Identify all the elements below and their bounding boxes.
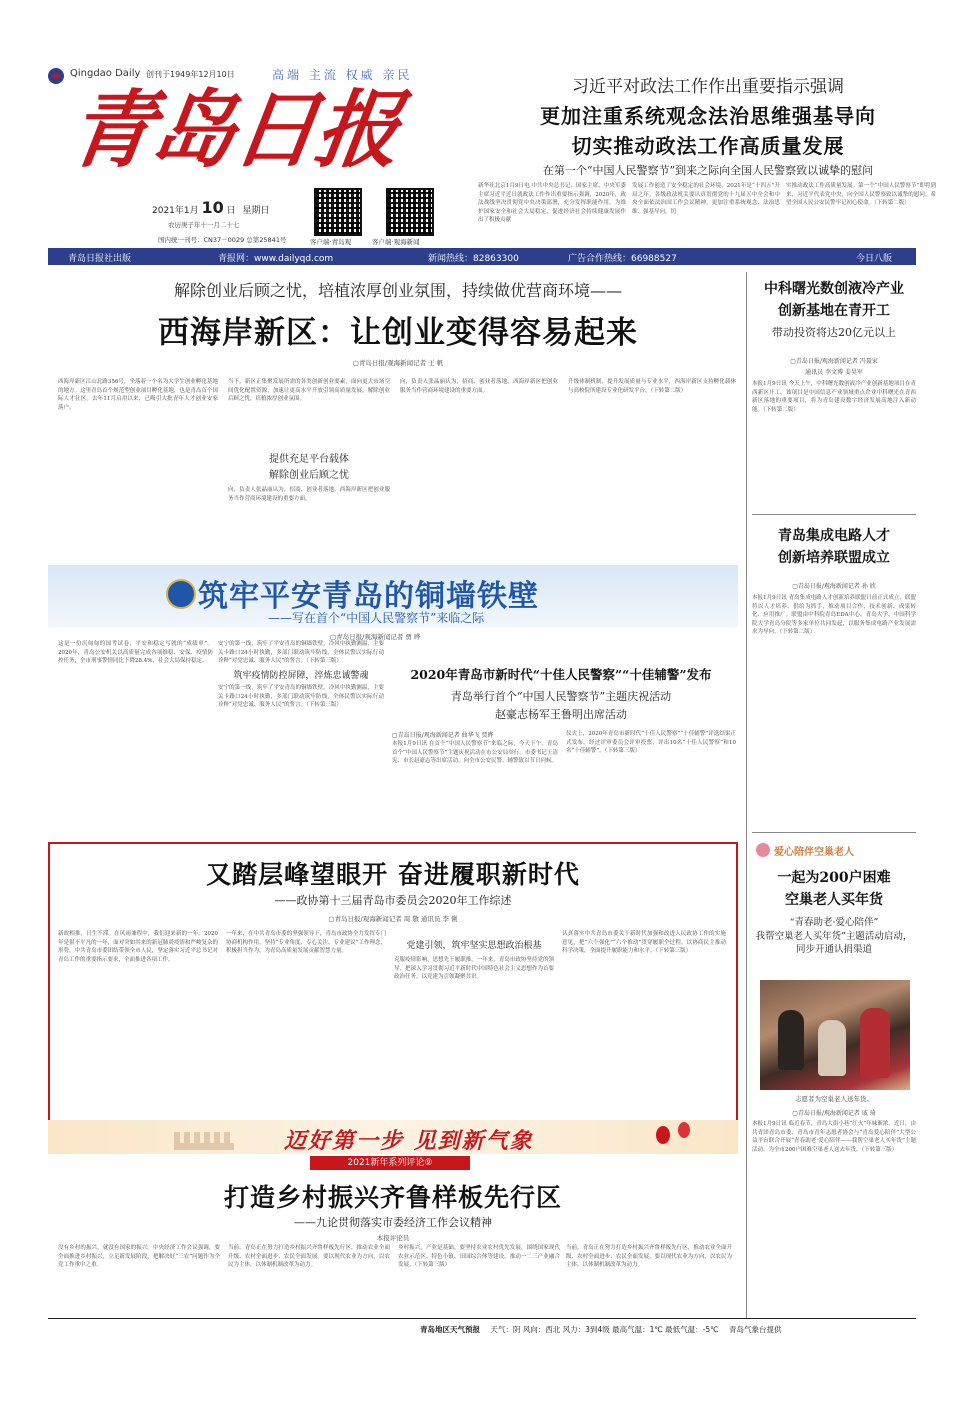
- police-awards-col-1: 本报1月9日讯 在首个“中国人民警察节”来临之际，今天下午，青岛首个“中国人民警察节”主题庆祝活动在市公安局举行。市委书记王清宪、市长赵豪志等出席活动，向全市公安民警、辅警致以节日问候。: [392, 741, 558, 765]
- masthead-title: 青岛日报: [63, 80, 406, 179]
- lead-kicker: 解除创业后顾之忧，培植浓厚创业氛围，持续做优营商环境——: [173, 281, 622, 300]
- story-sugon-title-2: 创新基地在青开工: [778, 303, 890, 319]
- cn-number: 国内统一刊号：CN37－0029 总第25841号: [158, 236, 287, 244]
- story-sugon-byline-2: 通讯员 李文博 姜昊军: [805, 369, 863, 376]
- story-ic-byline: ▢青岛日报/观海新闻记者 孙 欣: [792, 583, 876, 590]
- top-story-col-2: 发展工作创造了安全稳定的社会环境。2021年是“十四五”开局之年，各级政法机关要认真贯彻党的十九届五中全会和中央全面依法治国工作会议精神，更加注重系统观念、法治思维、强基导向，切: [632, 183, 780, 215]
- police-subtitle: ——写在首个“中国人民警察节”来临之际: [268, 611, 485, 625]
- top-story-subtitle: 在第一个“中国人民警察节”到来之际向全国人民警察致以诚挚的慰问: [542, 164, 874, 177]
- series-subtitle: ——九论贯彻落实市委经济工作会议精神: [294, 1216, 492, 1229]
- story-elderly-byline: ▢青岛日报/观海新闻记者 戚 琦: [792, 1110, 876, 1117]
- website-link[interactable]: 青报网：www.dailyqd.com: [218, 254, 334, 264]
- lunar-date: 农历庚子年十一月二十七: [168, 221, 240, 229]
- lantern-icon: [656, 1126, 670, 1144]
- top-story: [478, 70, 938, 242]
- police-awards-byline: ▢青岛日报/观海新闻记者 曲华飞 贾晔: [392, 732, 494, 739]
- weather-text: 天气：阴 风向：西北 风力：3到4级 最高气温：1℃ 最低气温：-5℃: [490, 1325, 719, 1334]
- weather-bar: [420, 1322, 916, 1338]
- story-elderly-body: 本报1月9日讯 临近春节，青岛大街小巷“红火”年味渐浓。近日，由共青团青岛市委、青岛市青年志愿者协会与“青岛爱心陪伴”大型公益平台联合开展“青春助老·爱心陪伴——我帮空巢老人买年货”主题活动，为全市200户困难空巢老人送去年货。（下转第三版）: [752, 1121, 916, 1153]
- series-title: 打造乡村振兴齐鲁样板先行区: [223, 1183, 562, 1212]
- heart-icon: [756, 843, 770, 857]
- police-badge-icon: [166, 579, 196, 609]
- police-pull: 筑牢疫情防控屏障，淬炼忠诚警魂: [233, 671, 369, 681]
- person-figure-icon: [778, 1010, 804, 1070]
- lead-col-1: 西海岸新区江山北路356号，坐落着一个名为大学生创业孵化基地的地方。这里青岛首个规范型创业项目孵化基地，也是青岛首个国际人才社区。去年11月启用以来，已吸引大批青年人才创业安家落户。: [58, 379, 218, 411]
- top-story-col-3: 实推动政法工作高质量发展。第一个“中国人民警察节”即将到来，习近平代表党中央，向全国人民警察致以诚挚的慰问。希望全国人民公安民警牢记初心使命。（下转第二版）: [786, 183, 936, 207]
- police-col-2-top: 安宁的第一线，筑牢了平安青岛的铜墙铁壁。冷风中执勤测温，主要关卡路口24小时执勤，多部门联动筑牢防线，全体民警以实际行动诠释“对党忠诚、服务人民”的誓言。（下转第三版）: [218, 641, 384, 665]
- person-figure-icon: [860, 1008, 890, 1078]
- lantern-icon: [678, 1122, 690, 1138]
- story-sugon-title-1: 中科曙光数创液冷产业: [764, 281, 904, 297]
- date-day: 10: [201, 198, 224, 217]
- weekday: 星期日: [242, 206, 270, 216]
- story-sugon-body: 本报1月9日讯 今天上午，中科曙光数创液冷产业创新基地项目在青西新区开工。该项目是中国信息产业领域重点企业中科曙光在青西新区落地的重要项目，将为青岛建设数字经济发展高地注入新动能。（下转第二版）: [752, 381, 916, 413]
- person-figure-icon: [818, 1020, 846, 1076]
- lead-byline: ▢青岛日报/观海新闻记者 王 帆: [352, 359, 444, 367]
- page-count: 今日八版: [856, 254, 893, 264]
- series-banner-text: 迈好第一步 见到新气象: [284, 1128, 534, 1154]
- charity-logo: [752, 837, 916, 867]
- police-col-1: 这是一份沉甸甸的国考试卷，平安和稳定写就的“成绩单”。2020年，青岛公安机关以高质量完成各项维稳、安保、疫情防控任务，全市刑事警情同比下降28.4%，社会大局保持稳定。: [58, 641, 213, 665]
- series-banner: [48, 1120, 738, 1154]
- founded-date: 创刊于1949年12月10日: [146, 70, 235, 79]
- publisher: 青岛日报社出版: [68, 254, 132, 264]
- story-ic-title-1: 青岛集成电路人才: [778, 528, 890, 544]
- lead-col-3: 向，负责人张晶丽认为，招商、创业者落地，西海岸新区把创业服务当作营商环境建设的重要方面。: [400, 379, 558, 394]
- charity-kicker: 爱心陪伴空巢老人: [774, 847, 854, 858]
- police-banner: [48, 565, 738, 627]
- ad-hotline: 广告合作热线：66988527: [568, 254, 677, 264]
- news-hotline: 新闻热线：82863300: [428, 254, 519, 264]
- series-label: 2021新年系列评论⑨: [310, 1156, 470, 1170]
- series-col-2: 当前，青岛正在努力打造乡村振兴齐鲁样板先行区，推动农业全面升级、农村全面进步、农民全面发展。要以现代农业为方向，以农民为主体，以体制机制改革为动力。: [228, 1245, 390, 1269]
- cppcc-title: 又踏层峰望眼开 奋进履职新时代: [206, 860, 580, 889]
- story-ic-body: 本报1月9日讯 青岛集成电路人才创新培养联盟日前正式成立，联盟将以人才培养、供给为抓手，推动项目合作、技术创新、成果转化、应用推广。联盟由中科院青岛EDA中心、青岛大学、中国科学院大学青岛分院等多家单位共同发起，以服务集成电路产业发展需求为导向。（下转第二版）: [752, 595, 916, 636]
- cppcc-col-4: 认真落实中共青岛市委关于新时代加强和改进人民政协工作的实施意见，把“六个强化”“六个推动”贯穿履职全过程。以协商民主推动科学决策，全面提升履职能力和水平。（下转第三版）: [562, 931, 726, 955]
- police-awards-sub-2: 赵豪志杨军王鲁明出席活动: [495, 708, 627, 721]
- top-story-title-1: 更加注重系统观念法治思维强基导向: [540, 104, 876, 128]
- series-col-3: 乡村振兴，产业是基础。要坚持农业农村优先发展，围绕国家现代农业示范区、特色小镇、田园综合体等建设，推动一二三产业融合发展。（下转第三版）: [398, 1245, 560, 1269]
- footer-rule: [48, 1318, 916, 1319]
- police-title: 筑牢平安青岛的铜墙铁壁: [198, 579, 539, 614]
- story-sugon-subtitle: 带动投资将达20亿元以上: [772, 326, 896, 339]
- brand-english: Qingdao Daily: [70, 68, 141, 79]
- series-byline: 本报评论员: [376, 1234, 410, 1242]
- logo-dot-icon: [53, 73, 59, 79]
- header-bar: [48, 248, 916, 265]
- story-elderly-subtitle: 我帮空巢老人买年货”主题活动启动，同步开通认捐渠道: [755, 931, 913, 955]
- weather-credit: 青岛气象台提供: [728, 1325, 782, 1334]
- series-col-1: 没有乡村的振兴，就没有国家的振兴。中央经济工作会议强调，要全面推进乡村振兴，立足新发展阶段，把解决好“三农”问题作为全党工作重中之重。: [58, 1245, 220, 1269]
- cppcc-pull: 党建引领，筑牢坚实思想政治根基: [406, 941, 542, 951]
- story-elderly-quote: “青春助老·爱心陪伴”: [789, 917, 879, 928]
- qr-caption-2: 客户端·观海新闻: [372, 238, 420, 246]
- story-elderly-title-1: 一起为200户困难: [777, 870, 891, 886]
- cppcc-col-3: 克服疫情影响，思想先于履职推。一年来，青岛市政协坚持党的领导，把深入学习贯彻习近平新时代中国特色社会主义思想作为首要政治任务，以党建为引领凝聚共识。: [394, 957, 554, 981]
- weather-label: 青岛地区天气预报: [420, 1325, 480, 1334]
- cppcc-byline: ▢青岛日报/观海新闻记者 周 敬 通讯员 李 俐: [328, 915, 458, 923]
- masthead: [48, 60, 468, 230]
- police-col-2: 安宁的第一线，筑牢了平安青岛的铜墙铁壁。冷风中执勤测温，主要关卡路口24小时执勤，多部门联动筑牢防线，全体民警以实际行动诠释“对党忠诚、服务人民”的誓言。（下转第三版）: [218, 685, 384, 709]
- lead-title: 西海岸新区：让创业变得容易起来: [158, 315, 638, 351]
- qr-code-app2[interactable]: [386, 188, 434, 236]
- top-story-title-2: 切实推动政法工作高质量发展: [571, 134, 845, 158]
- lead-pull-2: 解除创业后顾之忧: [269, 470, 349, 481]
- top-story-kicker: 习近平对政法工作作出重要指示强调: [572, 77, 844, 97]
- lead-col-2: 当下，新区正集聚发展所需的各类创新创业要素，面向更大市场空间优化配置资源，加速让更高水平开放引领高质量发展，解除创业后顾之忧，培植浓厚创业氛围。: [228, 379, 390, 403]
- date-suffix: 日: [226, 206, 236, 216]
- cppcc-subtitle: ——政协第十三届青岛市委员会2020年工作综述: [274, 894, 512, 907]
- lead-pull-1: 提供充足平台载体: [269, 454, 349, 465]
- story-elderly-title-2: 空巢老人买年货: [785, 892, 883, 908]
- top-story-col-1: 新华社北京1月9日电 中共中央总书记、国家主席、中央军委主席习近平近日就政法工作作出重要指示强调，2020年，政法战线坚决贯彻党中央决策部署，充分发挥职能作用，为维护国家安全和社会大局稳定、促进经济社会持续健康发展作出了积极贡献: [478, 183, 626, 224]
- police-byline: ▢青岛日报/观海新闻记者 贾 晔: [330, 633, 421, 641]
- police-awards-col-2: 仪式上，2020年青岛市新时代“十佳人民警察”“十佳辅警”评选结果正式发布。经过评审委员会评审投票，评出10名“十佳人民警察”和10名“十佳辅警”。（下转第三版）: [566, 731, 736, 755]
- photo-caption: 志愿者为空巢老人送年货。: [795, 1095, 873, 1103]
- date-prefix: 2021年1月: [152, 206, 199, 216]
- story-ic-title-2: 创新培养联盟成立: [778, 550, 890, 566]
- qr-caption-1: 客户端·青岛观: [310, 238, 352, 246]
- cppcc-col-2: 一年来，在中共青岛市委的坚强领导下，青岛市政协全力发挥专门协商机构作用，坚持“专业角度、专心关注、专业建议”工作理念，积极担当作为，为青岛高质量发展贡献智慧力量。: [226, 931, 386, 955]
- lead-col-2b: 向，负责人张晶丽认为，招商、创业者落地，西海岸新区把创业服务当作营商环境建设的重要方面。: [228, 487, 390, 502]
- story-sugon-byline: ▢青岛日报/观海新闻记者 冯聂家: [790, 358, 878, 365]
- series-col-4: 当前，青岛正在努力打造乡村振兴齐鲁样板先行区，推动农业全面升级、农村全面进步、农民全面发展。要以现代农业为方向，以农民为主体，以体制机制改革为动力。: [566, 1245, 732, 1269]
- elderly-photo: [760, 980, 910, 1090]
- lead-col-4: 升级体制机制，提升发展质量与专业水平，西海岸新区支持孵化载体与高校院所建设专业化研发平台。（下转第二版）: [568, 379, 736, 394]
- qr-code-app1[interactable]: [314, 188, 362, 236]
- slogan: 高端 主流 权威 亲民: [272, 68, 413, 82]
- cppcc-col-1: 新故相推，日生不滞。在风雨兼程中，我们迎来新的一年。2020年是很不平凡的一年，面对突如其来的新冠肺炎疫情和严峻复杂的形势，中共青岛市委团结带领全市人民，坚定落实习近平总书记对青岛工作的重要指示要求，全面推进各项工作。: [58, 931, 218, 963]
- issue-date: [152, 198, 270, 217]
- skyline-icon: [174, 1132, 234, 1150]
- lead-story: [58, 272, 738, 564]
- police-awards-sub-1: 青岛举行首个“中国人民警察节”主题庆祝活动: [450, 690, 672, 703]
- column-divider: [746, 272, 747, 1318]
- police-awards-title: 2020年青岛市新时代“十佳人民警察”“十佳辅警”发布: [410, 667, 712, 682]
